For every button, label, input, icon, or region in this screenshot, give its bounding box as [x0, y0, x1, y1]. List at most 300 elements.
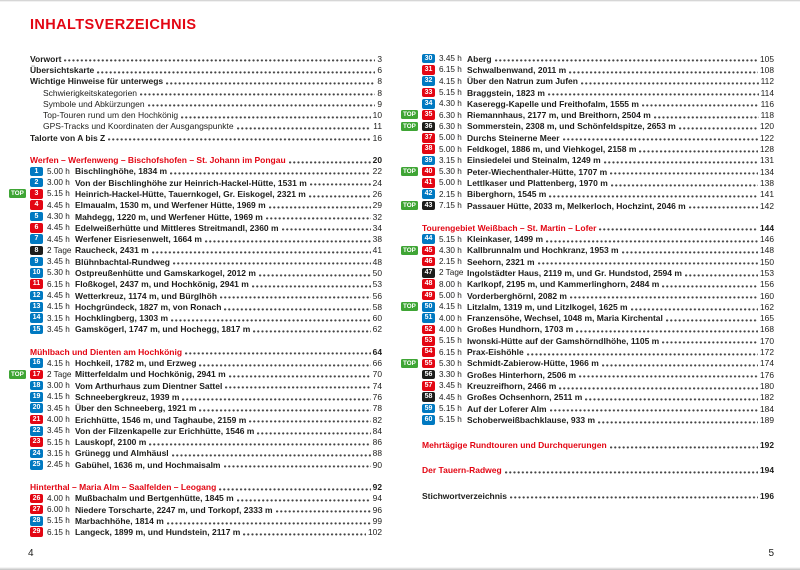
dot-leader	[642, 104, 759, 107]
section-page-ref: 20	[372, 155, 382, 166]
tour-duration: 4.45 h	[47, 291, 70, 301]
dot-leader	[548, 93, 759, 96]
tour-title: Kreuzreifhorn, 2466 m	[467, 380, 557, 391]
tour-page-ref: 168	[760, 324, 774, 335]
tour-title: Seehorn, 2321 m	[467, 256, 535, 267]
tour-number-badge: 12	[30, 291, 43, 301]
toc-item-title: Übersichtskarte	[30, 64, 95, 75]
dot-leader	[225, 386, 370, 389]
tour-page-ref: 165	[760, 313, 774, 324]
tour-page-ref: 56	[372, 290, 382, 301]
dot-leader	[310, 183, 371, 186]
tour-number-badge: 44	[422, 234, 435, 244]
toc-entry	[30, 313, 382, 324]
dot-leader	[166, 82, 375, 85]
tour-duration: 4.45 h	[439, 392, 462, 402]
dot-leader	[679, 127, 758, 130]
top-badge: TOP	[11, 370, 24, 378]
tour-number-badge: 46	[422, 257, 435, 267]
tour-title: Heinrich-Hackel-Hütte, Tauernkogel, Gr. Eiskogel, 2321 m	[75, 188, 306, 199]
tour-duration: 4.45 h	[47, 200, 70, 210]
toc-entry	[422, 380, 774, 391]
toc-entry	[30, 437, 382, 448]
tour-title: Floßkogel, 2437 m, und Hochkönig, 2941 m	[75, 279, 249, 290]
top-badge: TOP	[403, 303, 416, 311]
dot-leader	[108, 138, 370, 141]
top-badge: TOP	[403, 122, 416, 130]
tour-number-badge: 60	[422, 415, 435, 425]
tour-number-badge: 33	[422, 88, 435, 98]
tour-number-badge: 53	[422, 336, 435, 346]
tour-number-badge: 31	[422, 65, 435, 75]
tour-page-ref: 141	[760, 189, 774, 200]
dot-leader	[173, 262, 371, 265]
toc-item-page: 9	[377, 98, 382, 109]
page-number-left: 4	[28, 548, 34, 559]
tour-page-ref: 82	[372, 414, 382, 425]
tour-title: Kleinkaser, 1499 m	[467, 234, 544, 245]
dot-leader	[563, 138, 758, 141]
toc-entry	[422, 143, 774, 154]
tour-duration: 6.15 h	[47, 527, 70, 537]
tour-duration: 2.45 h	[47, 460, 70, 470]
tour-number-badge: 58	[422, 392, 435, 402]
tour-number-badge: 50	[422, 302, 435, 312]
tour-title: Kallbrunnalm und Hochkranz, 1953 m	[467, 245, 619, 256]
tour-title: Vorderberghörnl, 2082 m	[467, 290, 567, 301]
section-header	[30, 481, 382, 492]
toc-columns	[0, 33, 800, 538]
toc-item-title: Wichtige Hinweise für unterwegs	[30, 76, 164, 87]
toc-entry	[422, 76, 774, 87]
toc-entry	[30, 301, 382, 312]
front-matter-row	[30, 109, 382, 120]
tour-title: Vom Arthurhaus zum Dientner Sattel	[75, 380, 223, 391]
tour-page-ref: 180	[760, 380, 774, 391]
tour-title: Iwonski-Hütte auf der Gamshörndlhöhe, 1105 m	[467, 335, 660, 346]
tour-duration: 5.00 h	[439, 291, 462, 301]
tour-number-badge: 54	[422, 347, 435, 357]
tour-duration: 2.15 h	[439, 189, 462, 199]
tour-page-ref: 76	[372, 391, 382, 402]
toc-entry	[422, 189, 774, 200]
toc-entry	[30, 324, 382, 335]
dot-leader	[289, 161, 371, 164]
toc-entry	[422, 53, 774, 64]
section-page-ref: 144	[760, 222, 774, 233]
tour-title: Bischlinghöhe, 1834 m	[75, 166, 168, 177]
toc-item-page: 16	[372, 132, 382, 143]
dot-leader	[224, 308, 370, 311]
tour-page-ref: 138	[760, 177, 774, 188]
tour-number-badge: 35	[422, 110, 435, 120]
tour-duration: 4.15 h	[439, 76, 462, 86]
dot-leader	[604, 161, 758, 164]
toc-entry	[30, 425, 382, 436]
toc-entry	[422, 369, 774, 380]
dot-leader	[546, 240, 758, 243]
tour-title: Schoberweißbachklause, 933 m	[467, 414, 596, 425]
dot-leader	[220, 296, 371, 299]
toc-entry	[30, 267, 382, 278]
tour-page-ref: 162	[760, 301, 774, 312]
section-header	[422, 465, 774, 476]
tour-page-ref: 114	[760, 87, 774, 98]
tour-title: Auf der Loferer Alm	[467, 403, 547, 414]
dot-leader	[252, 285, 371, 288]
dot-leader	[224, 465, 371, 468]
tour-page-ref: 174	[760, 358, 774, 369]
toc-entry	[422, 346, 774, 357]
tour-duration: 4.00 h	[47, 493, 70, 503]
toc-heading-line	[422, 440, 774, 451]
toc-entry	[422, 414, 774, 425]
tour-duration: 3.15 h	[47, 448, 70, 458]
toc-section	[403, 222, 774, 425]
tour-duration: 5.00 h	[439, 178, 462, 188]
tour-title: Von der Filzenkapelle zur Erichhütte, 1546 m	[75, 425, 255, 436]
tour-page-ref: 112	[760, 76, 774, 87]
tour-title: Hochklingberg, 1303 m	[75, 313, 169, 324]
tour-duration: 4.15 h	[47, 358, 70, 368]
dot-leader	[172, 454, 371, 457]
tour-title: Durchs Steinerne Meer	[467, 132, 560, 143]
toc-entry	[30, 459, 382, 470]
tour-page-ref: 131	[760, 155, 774, 166]
dot-leader	[309, 195, 371, 198]
dot-leader	[97, 71, 375, 74]
tour-title: Großes Hinterhorn, 2506 m	[467, 369, 577, 380]
tour-page-ref: 170	[760, 335, 774, 346]
tour-title: Schmidt-Zabierow-Hütte, 1966 m	[467, 358, 599, 369]
dot-leader	[622, 251, 758, 254]
toc-entry	[30, 380, 382, 391]
tour-number-badge: 24	[30, 449, 43, 459]
tour-duration: 5.15 h	[47, 437, 70, 447]
tour-title: Edelweißerhütte und Mittleres Streitmandl, 2360 m	[75, 222, 279, 233]
tour-number-badge: 48	[422, 279, 435, 289]
tour-number-badge: 25	[30, 460, 43, 470]
tour-title: Prax-Eishöhle	[467, 347, 524, 358]
front-matter-row	[30, 53, 382, 64]
toc-heading-line	[422, 465, 774, 476]
tour-number-badge: 41	[422, 178, 435, 188]
tour-duration: 4.45 h	[47, 234, 70, 244]
tour-duration: 5.15 h	[439, 415, 462, 425]
left-column	[11, 53, 382, 538]
toc-entry	[30, 233, 382, 244]
tour-title: Braggstein, 1823 m	[467, 87, 545, 98]
dot-leader	[237, 127, 372, 130]
dot-leader	[598, 421, 758, 424]
tour-duration: 5.15 h	[47, 189, 70, 199]
toc-section	[11, 154, 382, 335]
tour-title: Peter-Wiechenthaler-Hütte, 1707 m	[467, 166, 608, 177]
tour-title: Großes Hundhorn, 1703 m	[467, 324, 574, 335]
dot-leader	[199, 364, 370, 367]
dot-leader	[140, 93, 375, 96]
tour-duration: 4.45 h	[47, 223, 70, 233]
dot-leader	[579, 375, 758, 378]
section-title: Stichwortverzeichnis	[422, 490, 508, 501]
toc-item-page: 3	[377, 53, 382, 64]
tour-number-badge: 22	[30, 426, 43, 436]
tour-number-badge: 3	[30, 189, 43, 199]
toc-entry	[403, 245, 774, 256]
dot-leader	[576, 330, 758, 333]
tour-page-ref: 122	[760, 132, 774, 143]
toc-item-page: 10	[372, 110, 382, 121]
tour-title: Langeck, 1899 m, und Hundstein, 2117 m	[75, 527, 241, 538]
tour-page-ref: 90	[372, 459, 382, 470]
dot-leader	[269, 206, 371, 209]
toc-entry	[422, 64, 774, 75]
dot-leader	[199, 409, 370, 412]
toc-item-title: Talorte von A bis Z	[30, 132, 106, 143]
tour-number-badge: 59	[422, 404, 435, 414]
toc-entry	[422, 335, 774, 346]
top-badge: TOP	[403, 111, 416, 119]
toc-heading-line	[422, 490, 774, 501]
tour-number-badge: 8	[30, 246, 43, 256]
dot-leader	[611, 184, 758, 187]
tour-duration: 4.15 h	[47, 392, 70, 402]
tour-number-badge: 42	[422, 189, 435, 199]
tour-title: Mußbachalm und Bertgenhütte, 1845 m	[75, 493, 234, 504]
tour-title: Litzlalm, 1319 m, und Litzlkogel, 1625 m	[467, 301, 628, 312]
tour-duration: 2.15 h	[439, 257, 462, 267]
toc-section	[30, 481, 382, 537]
tour-title: Riemannhaus, 2177 m, und Breithorn, 2504 m	[467, 110, 651, 121]
toc-entry	[30, 403, 382, 414]
toc-entry	[422, 324, 774, 335]
dot-leader	[689, 206, 758, 209]
toc-item-page: 11	[373, 121, 382, 132]
tour-page-ref: 116	[760, 98, 774, 109]
tour-duration: 2 Tage	[439, 268, 464, 278]
toc-item-page: 8	[377, 76, 382, 87]
tour-number-badge: 18	[30, 381, 43, 391]
tour-title: Schwalbenwand, 2011 m	[467, 64, 567, 75]
tour-page-ref: 86	[372, 437, 382, 448]
tour-page-ref: 32	[372, 211, 382, 222]
tour-duration: 5.15 h	[439, 404, 462, 414]
tour-number-badge: 7	[30, 234, 43, 244]
section-title: Mehrtägige Rundtouren und Durchquerungen	[422, 440, 607, 451]
tour-page-ref: 108	[760, 64, 774, 75]
dot-leader	[570, 296, 758, 299]
dot-leader	[549, 195, 758, 198]
dot-leader	[259, 274, 371, 277]
tour-page-ref: 176	[760, 369, 774, 380]
toc-entry	[30, 222, 382, 233]
tour-number-badge: 40	[422, 167, 435, 177]
tour-page-ref: 184	[760, 403, 774, 414]
tour-page-ref: 66	[372, 358, 382, 369]
tour-page-ref: 153	[760, 267, 774, 278]
tour-number-badge: 14	[30, 313, 43, 323]
toc-entry	[422, 392, 774, 403]
front-matter-row	[30, 98, 382, 109]
dot-leader	[229, 375, 371, 378]
tour-page-ref: 128	[760, 144, 774, 155]
tour-number-badge: 13	[30, 302, 43, 312]
tour-number-badge: 6	[30, 223, 43, 233]
toc-entry	[30, 357, 382, 368]
tour-number-badge: 28	[30, 516, 43, 526]
tour-duration: 3.45 h	[47, 257, 70, 267]
tour-number-badge: 32	[422, 76, 435, 86]
tour-title: Werfener Eisriesenwelt, 1664 m	[75, 234, 202, 245]
tour-number-badge: 1	[30, 167, 43, 177]
tour-page-ref: 88	[372, 448, 382, 459]
tour-duration: 5.00 h	[47, 166, 70, 176]
tour-title: Über den Natrun zum Jufen	[467, 76, 578, 87]
toc-entry	[30, 166, 382, 177]
toc-entry	[403, 301, 774, 312]
toc-entry	[422, 87, 774, 98]
tour-title: Raucheck, 2431 m	[75, 245, 149, 256]
tour-duration: 4.15 h	[439, 302, 462, 312]
tour-page-ref: 29	[372, 200, 382, 211]
toc-item-title: Symbole und Abkürzungen	[43, 98, 145, 109]
top-badge: TOP	[403, 167, 416, 175]
dot-leader	[171, 319, 371, 322]
tour-page-ref: 160	[760, 290, 774, 301]
tour-title: Gamskögerl, 1747 m, und Hochegg, 1817 m	[75, 324, 251, 335]
section-title: Hinterthal – Maria Alm – Saalfelden – Leogang	[30, 482, 217, 493]
section-page-ref: 192	[760, 440, 774, 451]
tour-page-ref: 53	[372, 279, 382, 290]
tour-title: Schneebergkreuz, 1939 m	[75, 391, 180, 402]
tour-title: Mahdegg, 1220 m, und Werfener Hütte, 1969 m	[75, 211, 263, 222]
dot-leader	[654, 116, 759, 119]
toc-item-title: Vorwort	[30, 53, 62, 64]
tour-page-ref: 120	[760, 121, 774, 132]
dot-leader	[559, 387, 758, 390]
toc-entry	[422, 313, 774, 324]
top-badge: TOP	[403, 246, 416, 254]
tour-title: Elmaualm, 1530 m, und Werfener Hütte, 1969 m	[75, 200, 266, 211]
tour-duration: 3.30 h	[439, 370, 462, 380]
tour-duration: 8.00 h	[439, 279, 462, 289]
tour-page-ref: 150	[760, 256, 774, 267]
tour-page-ref: 60	[372, 313, 382, 324]
tour-number-badge: 10	[30, 268, 43, 278]
dot-leader	[495, 59, 758, 62]
tour-duration: 3.15 h	[47, 313, 70, 323]
dot-leader	[569, 71, 758, 74]
toc-entry	[30, 493, 382, 504]
tour-page-ref: 134	[760, 166, 774, 177]
tour-title: Karlkopf, 2195 m, und Kammerlinghorn, 2484 m	[467, 279, 660, 290]
toc-entry	[403, 166, 774, 177]
toc-entry	[30, 414, 382, 425]
tour-page-ref: 94	[372, 493, 382, 504]
toc-entry	[30, 256, 382, 267]
tour-duration: 3.00 h	[47, 381, 70, 391]
toc-entry	[30, 448, 382, 459]
dot-leader	[631, 308, 758, 311]
toc-entry	[403, 358, 774, 369]
tour-duration: 4.30 h	[439, 245, 462, 255]
tour-duration: 5.30 h	[47, 268, 70, 278]
tour-number-badge: 55	[422, 359, 435, 369]
tour-page-ref: 48	[372, 256, 382, 267]
page-title: INHALTSVERZEICHNIS	[30, 17, 197, 33]
tour-title: Passauer Hütte, 2033 m, Melkerloch, Hochzint, 2046 m	[467, 200, 686, 211]
tour-duration: 4.00 h	[439, 313, 462, 323]
dot-leader	[219, 488, 370, 491]
tour-duration: 4.00 h	[439, 324, 462, 334]
tour-number-badge: 19	[30, 392, 43, 402]
tour-page-ref: 105	[760, 53, 774, 64]
front-matter-row	[30, 76, 382, 87]
section-title: Der Tauern-Radweg	[422, 465, 502, 476]
toc-entry	[30, 279, 382, 290]
dot-leader	[610, 172, 758, 175]
tour-number-badge: 29	[30, 527, 43, 537]
tour-page-ref: 102	[368, 527, 382, 538]
tour-title: Großes Ochsenhorn, 2511 m	[467, 392, 583, 403]
tour-duration: 3.45 h	[439, 381, 462, 391]
toc-item-title: Schwierigkeitskategorien	[43, 87, 138, 98]
tour-duration: 5.30 h	[439, 167, 462, 177]
tour-page-ref: 99	[372, 515, 382, 526]
tour-page-ref: 146	[760, 234, 774, 245]
section-page-ref: 194	[760, 465, 774, 476]
tour-title: Grünegg und Almhäusl	[75, 448, 169, 459]
dot-leader	[639, 150, 758, 153]
tour-duration: 6.15 h	[47, 279, 70, 289]
toc-entry	[422, 267, 774, 278]
dot-leader	[253, 330, 370, 333]
toc-entry	[30, 177, 382, 188]
section-header	[422, 222, 774, 233]
tour-title: Gabühel, 1636 m, und Hochmaisalm	[75, 459, 221, 470]
tour-title: Einsiedelei und Steinalm, 1249 m	[467, 155, 601, 166]
dot-leader	[666, 319, 758, 322]
toc-entry	[422, 256, 774, 267]
tour-title: Lettlkaser und Plattenberg, 1970 m	[467, 177, 608, 188]
toc-item-page: 6	[377, 64, 382, 75]
dot-leader	[662, 285, 758, 288]
top-badge: TOP	[11, 190, 24, 198]
toc-entry	[30, 245, 382, 256]
tour-duration: 6.30 h	[439, 121, 462, 131]
tour-title: Hochgründeck, 1827 m, von Ronach	[75, 301, 222, 312]
toc-entry	[30, 527, 382, 538]
dot-leader	[276, 510, 371, 513]
dot-leader	[237, 499, 371, 502]
toc-entry	[11, 188, 382, 199]
tour-number-badge: 20	[30, 403, 43, 413]
section-header	[422, 490, 774, 501]
tour-page-ref: 34	[372, 222, 382, 233]
tour-number-badge: 2	[30, 178, 43, 188]
tour-page-ref: 41	[372, 245, 382, 256]
toc-entry	[422, 403, 774, 414]
tour-number-badge: 16	[30, 358, 43, 368]
tour-page-ref: 118	[760, 110, 774, 121]
dot-leader	[602, 364, 758, 367]
section-header	[422, 440, 774, 451]
tour-number-badge: 27	[30, 505, 43, 515]
tour-number-badge: 38	[422, 144, 435, 154]
section-page-ref: 92	[372, 482, 382, 493]
tour-page-ref: 70	[372, 369, 382, 380]
dot-leader	[257, 432, 370, 435]
